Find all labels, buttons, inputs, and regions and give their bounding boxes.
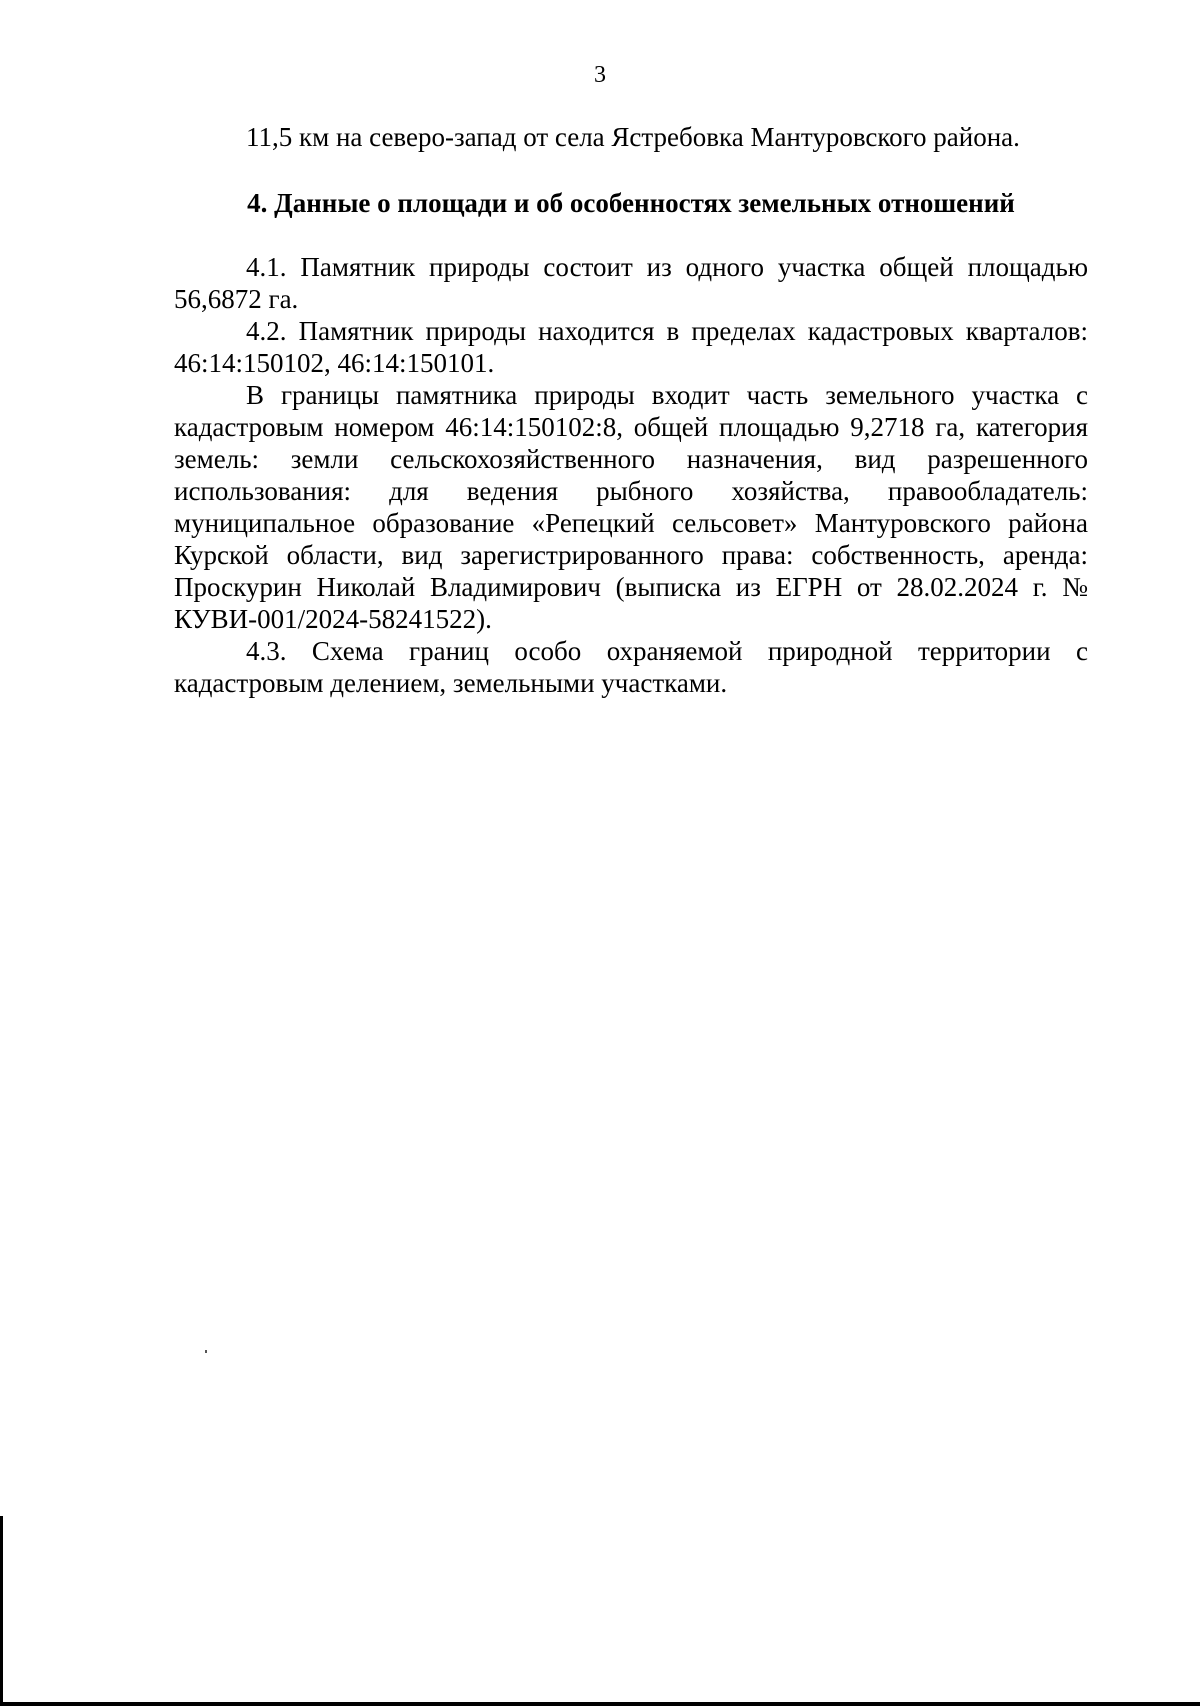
paragraph-4-2: 4.2. Памятник природы находится в пределах кадастровых кварталов: 46:14:150102, 46:14:150101. [174, 316, 1088, 378]
section-4-body [174, 251, 1088, 699]
scan-edge-left [0, 1516, 3, 1706]
paragraph-4-3: 4.3. Схема границ особо охраняемой природной территории с кадастровым делением, земельными участками. [174, 636, 1088, 698]
paragraph-land-plot: В границы памятника природы входит часть земельного участка с кадастровым номером 46:14:150102:8, общей площадью 9,2718 га, категория земель: земли сельскохозяйственного назначения, вид разрешенного использования: для ведения рыбного хозяйства, правообладатель: муниципальное образование «Репецкий сельсовет» Мантуровского района Курской области, вид зарегистрированного права: собственность, аренда: Проскурин Николай Владимирович (выписка из ЕГРН от 28.02.2024 г. № КУВИ-001/2024-58241522). [174, 380, 1088, 634]
scan-edge-bottom [0, 1702, 1200, 1706]
section-4-heading-block [174, 187, 1088, 219]
continuation-text [174, 121, 1088, 153]
section-heading: 4. Данные о площади и об особенностях земельных отношений [247, 188, 1015, 218]
page-number: 3 [594, 62, 606, 88]
scan-speck [205, 1350, 207, 1353]
paragraph-4-1: 4.1. Памятник природы состоит из одного участка общей площадью 56,6872 га. [174, 252, 1088, 314]
continuation-line: 11,5 км на северо-запад от села Ястребовка Мантуровского района. [246, 122, 1020, 152]
